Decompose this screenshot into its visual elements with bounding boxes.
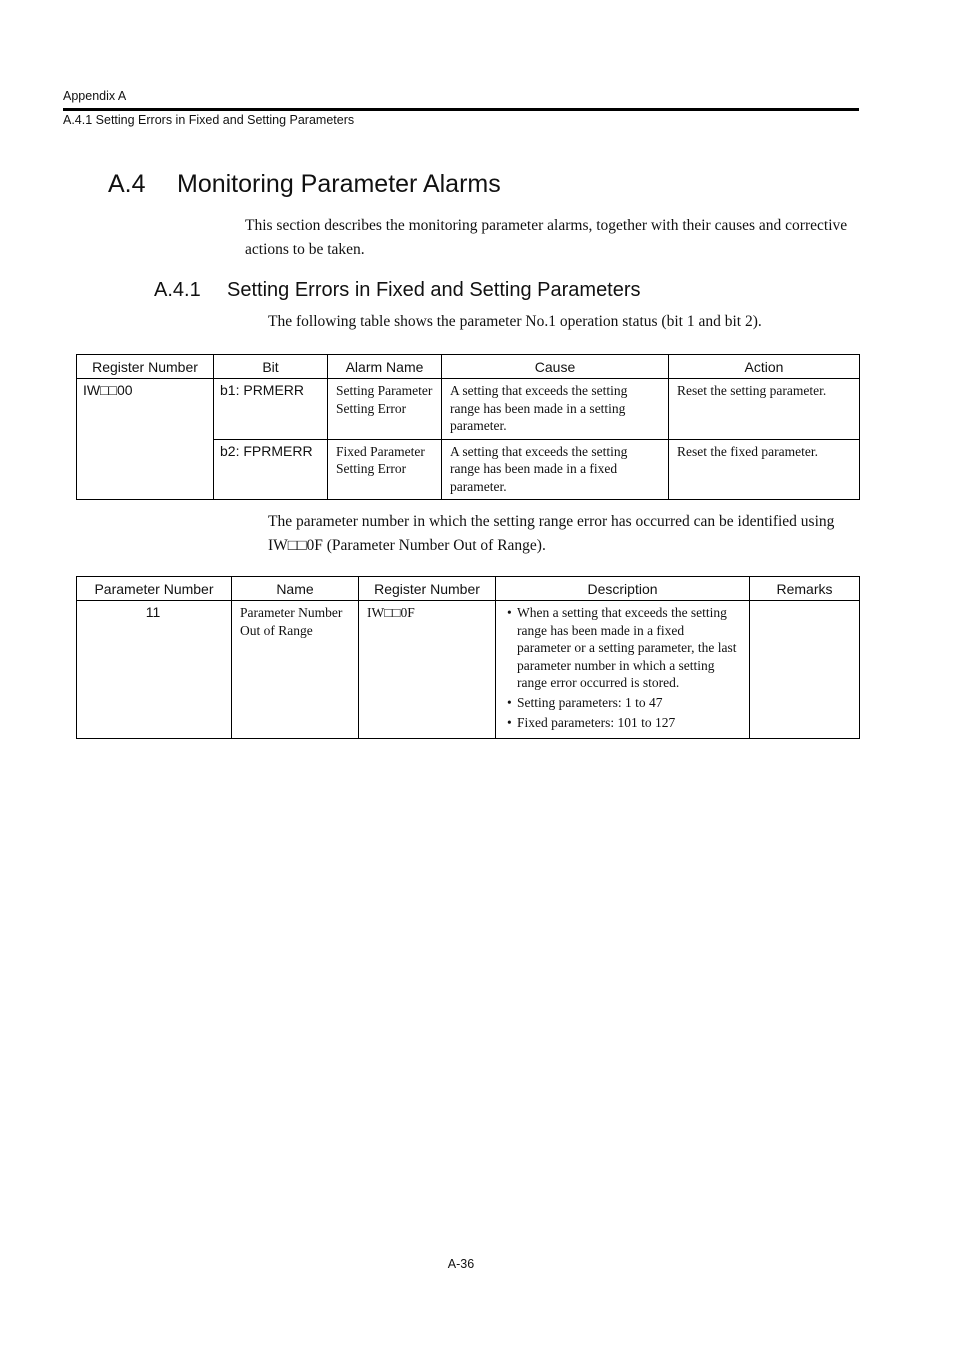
col-header-register-number: Register Number xyxy=(359,577,496,601)
parameter-number-cell: 11 xyxy=(77,601,232,739)
running-header-appendix: Appendix A xyxy=(63,89,127,103)
alarm-name-cell: Setting Parameter Setting Error xyxy=(328,379,442,440)
cause-cell: A setting that exceeds the setting range has been made in a fixed parameter. xyxy=(442,439,669,500)
table2-lead: The parameter number in which the setting range error has occurred can be identified using IW□□0F (Parameter Number Out of Range). xyxy=(268,513,835,554)
alarm-table-header-row xyxy=(77,355,860,379)
col-header-name: Name xyxy=(232,577,359,601)
col-header-remarks: Remarks xyxy=(750,577,860,601)
bit-cell: b2: FPRMERR xyxy=(214,439,328,500)
description-cell xyxy=(496,601,750,739)
section-heading xyxy=(108,170,501,199)
col-header-register-number: Register Number xyxy=(77,355,214,379)
col-header-cause: Cause xyxy=(442,355,669,379)
alarm-table xyxy=(76,354,860,500)
description-item: • Fixed parameters: 101 to 127 xyxy=(504,714,741,732)
parameter-table-header-row xyxy=(77,577,860,601)
intro-paragraph: This section describes the monitoring parameter alarms, together with their causes and corrective actions to be taken. xyxy=(245,217,848,258)
running-header-section: A.4.1 Setting Errors in Fixed and Setting Parameters xyxy=(63,113,355,127)
description-item: • When a setting that exceeds the setting range has been made in a fixed parameter or a setting parameter, the last parameter number in which a setting range error occurred is stored. xyxy=(504,604,741,692)
description-item: • Setting parameters: 1 to 47 xyxy=(504,694,741,712)
action-cell: Reset the fixed parameter. xyxy=(669,439,860,500)
col-header-description: Description xyxy=(496,577,750,601)
name-cell: Parameter Number Out of Range xyxy=(232,601,359,739)
section-title: Monitoring Parameter Alarms xyxy=(177,170,501,198)
bit-cell: b1: PRMERR xyxy=(214,379,328,440)
register-number-cell: IW□□0F xyxy=(359,601,496,739)
cause-cell: A setting that exceeds the setting range has been made in a setting parameter. xyxy=(442,379,669,440)
section-number: A.4 xyxy=(108,170,146,198)
subsection-heading xyxy=(154,279,641,302)
col-header-bit: Bit xyxy=(214,355,328,379)
col-header-parameter-number: Parameter Number xyxy=(77,577,232,601)
col-header-alarm-name: Alarm Name xyxy=(328,355,442,379)
page-number: A-36 xyxy=(447,1257,475,1271)
alarm-name-cell: Fixed Parameter Setting Error xyxy=(328,439,442,500)
subsection-number: A.4.1 xyxy=(154,279,201,301)
action-cell: Reset the setting parameter. xyxy=(669,379,860,440)
col-header-action: Action xyxy=(669,355,860,379)
table-row xyxy=(77,379,860,440)
table1-lead: The following table shows the parameter No.1 operation status (bit 1 and bit 2). xyxy=(268,313,762,330)
header-rule xyxy=(63,108,859,111)
register-number-cell: IW□□00 xyxy=(77,379,214,500)
remarks-cell xyxy=(750,601,860,739)
parameter-table xyxy=(76,576,860,739)
table-row xyxy=(77,601,860,739)
subsection-title: Setting Errors in Fixed and Setting Parameters xyxy=(227,279,641,301)
